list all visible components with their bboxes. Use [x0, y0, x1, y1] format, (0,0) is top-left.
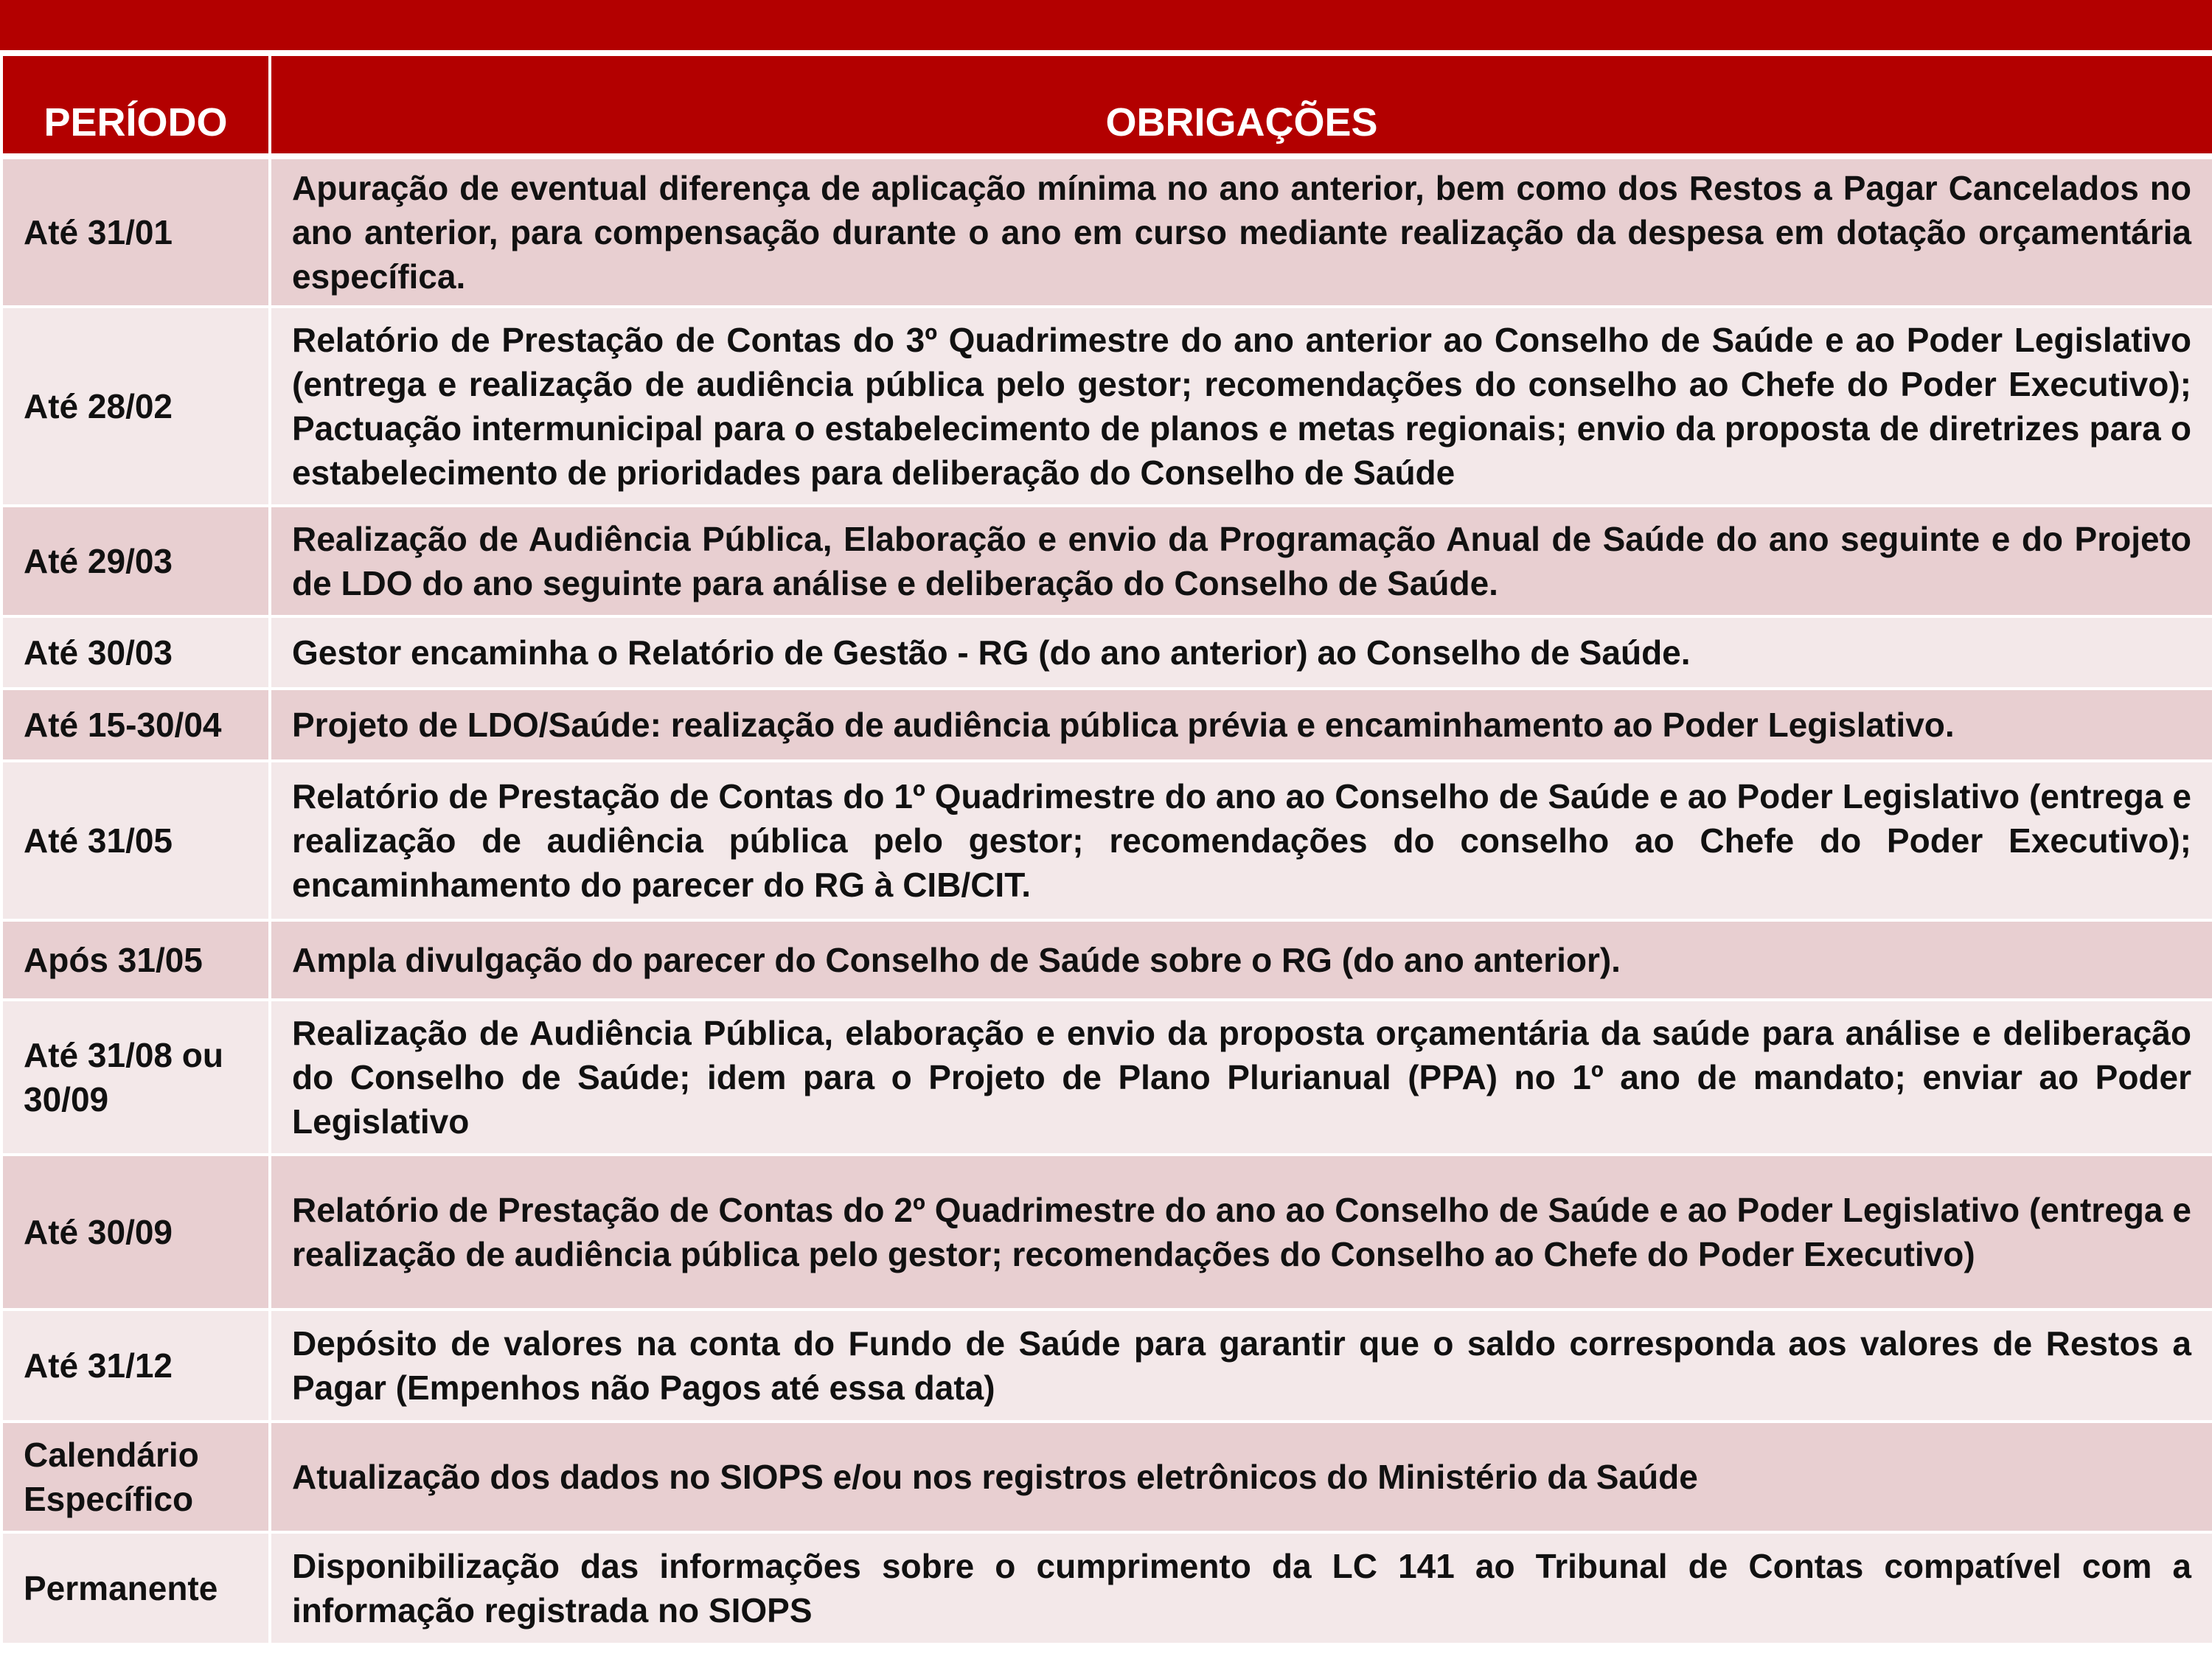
table-row	[1, 1310, 2212, 1422]
top-banner	[0, 0, 2212, 50]
period-cell: Até 28/02	[1, 307, 270, 506]
table-row	[1, 307, 2212, 506]
column-header-obligations: OBRIGAÇÕES	[270, 55, 2212, 156]
table-row	[1, 156, 2212, 307]
table-header-row	[1, 55, 2212, 156]
table-row	[1, 1422, 2212, 1532]
obligation-cell: Relatório de Prestação de Contas do 3º Quadrimestre do ano anterior ao Conselho de Saúde e ao Poder Legislativo (entrega e realização de audiência pública pelo gestor; recomendações do conselho ao Chefe do Poder Executivo); Pactuação intermunicipal para o estabelecimento de planos e metas regionais; envio da proposta de diretrizes para o estabelecimento de prioridades para deliberação do Conselho de Saúde	[270, 307, 2212, 506]
table-row	[1, 761, 2212, 920]
period-cell: Até 31/12	[1, 1310, 270, 1422]
table-row	[1, 1532, 2212, 1644]
obligation-cell: Disponibilização das informações sobre o cumprimento da LC 141 ao Tribunal de Contas compatível com a informação registrada no SIOPS	[270, 1532, 2212, 1644]
table-row	[1, 506, 2212, 616]
obligation-cell: Depósito de valores na conta do Fundo de Saúde para garantir que o saldo corresponda aos valores de Restos a Pagar (Empenhos não Pagos até essa data)	[270, 1310, 2212, 1422]
obligation-cell: Relatório de Prestação de Contas do 2º Quadrimestre do ano ao Conselho de Saúde e ao Poder Legislativo (entrega e realização de audiência pública pelo gestor; recomendações do Conselho ao Chefe do Poder Executivo)	[270, 1155, 2212, 1310]
period-cell: Até 30/09	[1, 1155, 270, 1310]
period-cell: Até 31/05	[1, 761, 270, 920]
period-cell: Até 29/03	[1, 506, 270, 616]
obligations-table	[0, 53, 2212, 1646]
period-cell: Calendário Específico	[1, 1422, 270, 1532]
obligation-cell: Gestor encaminha o Relatório de Gestão - RG (do ano anterior) ao Conselho de Saúde.	[270, 616, 2212, 689]
period-cell: Até 31/01	[1, 156, 270, 307]
table-row	[1, 1000, 2212, 1155]
period-cell: Até 31/08 ou 30/09	[1, 1000, 270, 1155]
table-row	[1, 689, 2212, 761]
table-row	[1, 1155, 2212, 1310]
obligation-cell: Atualização dos dados no SIOPS e/ou nos registros eletrônicos do Ministério da Saúde	[270, 1422, 2212, 1532]
obligation-cell: Apuração de eventual diferença de aplicação mínima no ano anterior, bem como dos Restos a Pagar Cancelados no ano anterior, para compensação durante o ano em curso mediante realização da despesa em dotação orçamentária específica.	[270, 156, 2212, 307]
obligation-cell: Projeto de LDO/Saúde: realização de audiência pública prévia e encaminhamento ao Poder Legislativo.	[270, 689, 2212, 761]
column-header-period: PERÍODO	[1, 55, 270, 156]
period-cell: Até 30/03	[1, 616, 270, 689]
period-cell: Até 15-30/04	[1, 689, 270, 761]
obligation-cell: Realização de Audiência Pública, Elaboração e envio da Programação Anual de Saúde do ano seguinte e do Projeto de LDO do ano seguinte para análise e deliberação do Conselho de Saúde.	[270, 506, 2212, 616]
table-row	[1, 920, 2212, 1000]
obligation-cell: Ampla divulgação do parecer do Conselho de Saúde sobre o RG (do ano anterior).	[270, 920, 2212, 1000]
period-cell: Permanente	[1, 1532, 270, 1644]
obligation-cell: Relatório de Prestação de Contas do 1º Quadrimestre do ano ao Conselho de Saúde e ao Poder Legislativo (entrega e realização de audiência pública pelo gestor; recomendações do conselho ao Chefe do Poder Executivo); encaminhamento do parecer do RG à CIB/CIT.	[270, 761, 2212, 920]
period-cell: Após 31/05	[1, 920, 270, 1000]
table-row	[1, 616, 2212, 689]
obligation-cell: Realização de Audiência Pública, elaboração e envio da proposta orçamentária da saúde para análise e deliberação do Conselho de Saúde; idem para o Projeto de Plano Plurianual (PPA) no 1º ano de mandato; enviar ao Poder Legislativo	[270, 1000, 2212, 1155]
